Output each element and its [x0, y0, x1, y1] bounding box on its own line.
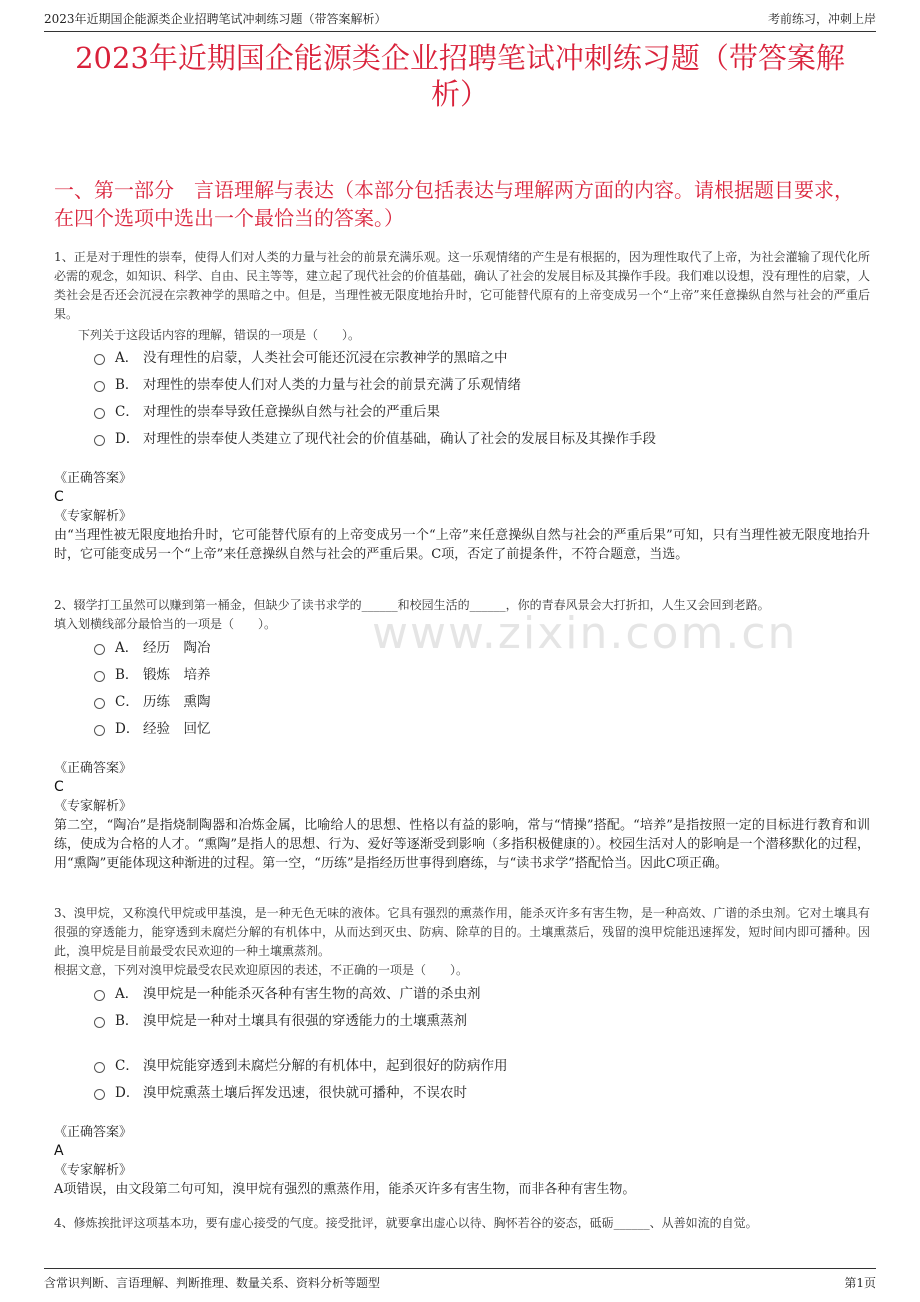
option-text: 锻炼 培养	[143, 667, 211, 683]
option-text: 没有理性的启蒙，人类社会可能还沉浸在宗教神学的黑暗之中	[143, 350, 508, 366]
radio-icon[interactable]	[94, 408, 105, 419]
question-1-text: 1、正是对于理性的崇奉，使得人们对人类的力量与社会的前景充满乐观。这一乐观情绪的产生是有根据的，因为理性取代了上帝，为社会灌输了现代化所必需的观念，如知识、科学、自由、民主等等，建立起了现代社会的价值基础，确认了社会的发展目标及其操作手段。我们难以设想，没有理性的启蒙，人类社会是否还会沉浸在宗教神学的黑暗之中。但是，当理性被无限度地抬升时，它可能替代原有的上帝变成另一个“上帝”来任意操纵自然与社会的严重后果。	[54, 250, 871, 321]
page-number: 第1页	[844, 1276, 876, 1290]
radio-icon[interactable]	[94, 1017, 105, 1028]
question-1-analysis-label: 《专家解析》	[54, 509, 133, 524]
option-text: 对理性的崇奉导致任意操纵自然与社会的严重后果	[143, 404, 440, 420]
question-3-option-a[interactable]	[94, 982, 481, 1002]
question-2-prompt: 填入划横线部分最恰当的一项是（ ）。	[54, 617, 277, 631]
question-2-option-d[interactable]	[94, 717, 211, 737]
radio-icon[interactable]	[94, 354, 105, 365]
option-letter: B．	[115, 377, 139, 393]
question-2-analysis: 第二空，“陶冶”是指烧制陶器和冶炼金属，比喻给人的思想、性格以有益的影响，常与“情操”搭配。“培养”是指按照一定的目标进行教育和训练，使成为合格的人才。“熏陶”是指人的思想、行为、爱好等逐渐受到影响（多指积极健康的）。校园生活对人的影响是一个潜移默化的过程，用“熏陶”更能体现这种渐进的过程。第一空，“历练”是指经历世事得到磨练，与“读书求学”搭配恰当。因此C项正确。	[54, 818, 870, 871]
option-text: 溴甲烷熏蒸土壤后挥发迅速，很快就可播种，不误农时	[143, 1085, 467, 1101]
option-letter: A．	[115, 640, 139, 656]
option-letter: C．	[115, 694, 139, 710]
question-2-option-c[interactable]	[94, 690, 211, 710]
question-1-answer: C	[54, 489, 64, 505]
question-2-text: 2、辍学打工虽然可以赚到第一桶金，但缺少了读书求学的______和校园生活的______，你的青春风景会大打折扣，人生又会回到老路。	[54, 598, 770, 612]
question-2-option-b[interactable]	[94, 663, 211, 683]
question-1-analysis: 由“当理性被无限度地抬升时，它可能替代原有的上帝变成另一个“上帝”来任意操纵自然与社会的严重后果”可知，只有当理性被无限度地抬升时，它可能变成另一个“上帝”来任意操纵自然与社会的严重后果。C项，否定了前提条件，不符合题意，当选。	[54, 528, 870, 562]
footer-left-text: 含常识判断、言语理解、判断推理、数量关系、资料分析等题型	[44, 1276, 381, 1290]
option-letter: D．	[115, 1085, 140, 1101]
radio-icon[interactable]	[94, 1089, 105, 1100]
option-letter: D．	[115, 721, 140, 737]
radio-icon[interactable]	[94, 381, 105, 392]
watermark: www.zixin.com.cn	[372, 608, 798, 659]
option-text: 溴甲烷能穿透到未腐烂分解的有机体中，起到很好的防病作用	[143, 1058, 508, 1074]
radio-icon[interactable]	[94, 698, 105, 709]
question-2-answer: C	[54, 779, 64, 795]
option-text: 对理性的崇奉使人们对人类的力量与社会的前景充满了乐观情绪	[143, 377, 521, 393]
question-3-prompt: 根据文意，下列对溴甲烷最受农民欢迎原因的表述，不正确的一项是（ ）。	[54, 963, 469, 977]
running-header	[44, 10, 876, 32]
running-footer	[44, 1268, 876, 1292]
question-1-answer-label: 《正确答案》	[54, 471, 133, 486]
radio-icon[interactable]	[94, 435, 105, 446]
option-letter: D．	[115, 431, 140, 447]
question-1-option-d[interactable]	[94, 427, 656, 447]
question-3-option-b[interactable]	[94, 1009, 467, 1029]
option-letter: B．	[115, 667, 139, 683]
document-title: 2023年近期国企能源类企业招聘笔试冲刺练习题（带答案解析）	[75, 41, 845, 111]
question-1-option-a[interactable]	[94, 346, 508, 366]
option-text: 对理性的崇奉使人类建立了现代社会的价值基础，确认了社会的发展目标及其操作手段	[143, 431, 656, 447]
question-2-option-a[interactable]	[94, 636, 211, 656]
radio-icon[interactable]	[94, 644, 105, 655]
question-1-prompt: 下列关于这段话内容的理解，错误的一项是（ ）。	[78, 328, 361, 342]
option-text: 经历 陶冶	[143, 640, 211, 656]
option-text: 溴甲烷是一种能杀灭各种有害生物的高效、广谱的杀虫剂	[143, 986, 481, 1002]
question-2-answer-label: 《正确答案》	[54, 761, 133, 776]
question-3-option-d[interactable]	[94, 1081, 467, 1101]
question-3-text: 3、溴甲烷，又称溴代甲烷或甲基溴，是一种无色无味的液体。它具有强烈的熏蒸作用，能杀灭许多有害生物，是一种高效、广谱的杀虫剂。它对土壤具有很强的穿透能力，能穿透到未腐烂分解的有机体中，从而达到灭虫、防病、除草的目的。土壤熏蒸后，残留的溴甲烷能迅速挥发，短时间内即可播种。因此，溴甲烷是目前最受农民欢迎的一种土壤熏蒸剂。	[54, 906, 870, 958]
question-1-option-b[interactable]	[94, 373, 521, 393]
option-letter: B．	[115, 1013, 139, 1029]
question-3-answer: A	[54, 1143, 64, 1159]
option-text: 历练 熏陶	[143, 694, 211, 710]
question-2-analysis-label: 《专家解析》	[54, 799, 133, 814]
radio-icon[interactable]	[94, 990, 105, 1001]
section-heading: 一、第一部分 言语理解与表达（本部分包括表达与理解两方面的内容。请根据题目要求，在四个选项中选出一个最恰当的答案。）	[54, 178, 854, 230]
question-3-analysis-label: 《专家解析》	[54, 1163, 133, 1178]
question-3-option-c[interactable]	[94, 1054, 508, 1074]
radio-icon[interactable]	[94, 671, 105, 682]
question-4-text: 4、修炼挨批评这项基本功，要有虚心接受的气度。接受批评，就要拿出虚心以待、胸怀若谷的姿态，砥砺______、从善如流的自觉。	[54, 1216, 758, 1230]
question-3-analysis: A项错误，由文段第二句可知，溴甲烷有强烈的熏蒸作用，能杀灭许多有害生物，而非各种有害生物。	[54, 1182, 636, 1197]
option-letter: C．	[115, 1058, 139, 1074]
option-letter: A．	[115, 986, 139, 1002]
question-3-answer-label: 《正确答案》	[54, 1125, 133, 1140]
radio-icon[interactable]	[94, 1062, 105, 1073]
option-text: 溴甲烷是一种对土壤具有很强的穿透能力的土壤熏蒸剂	[143, 1013, 467, 1029]
question-1-option-c[interactable]	[94, 400, 440, 420]
header-left-text: 2023年近期国企能源类企业招聘笔试冲刺练习题（带答案解析）	[44, 12, 387, 26]
option-letter: C．	[115, 404, 139, 420]
header-right-text: 考前练习，冲刺上岸	[767, 12, 876, 26]
option-text: 经验 回忆	[143, 721, 211, 737]
option-letter: A．	[115, 350, 139, 366]
radio-icon[interactable]	[94, 725, 105, 736]
